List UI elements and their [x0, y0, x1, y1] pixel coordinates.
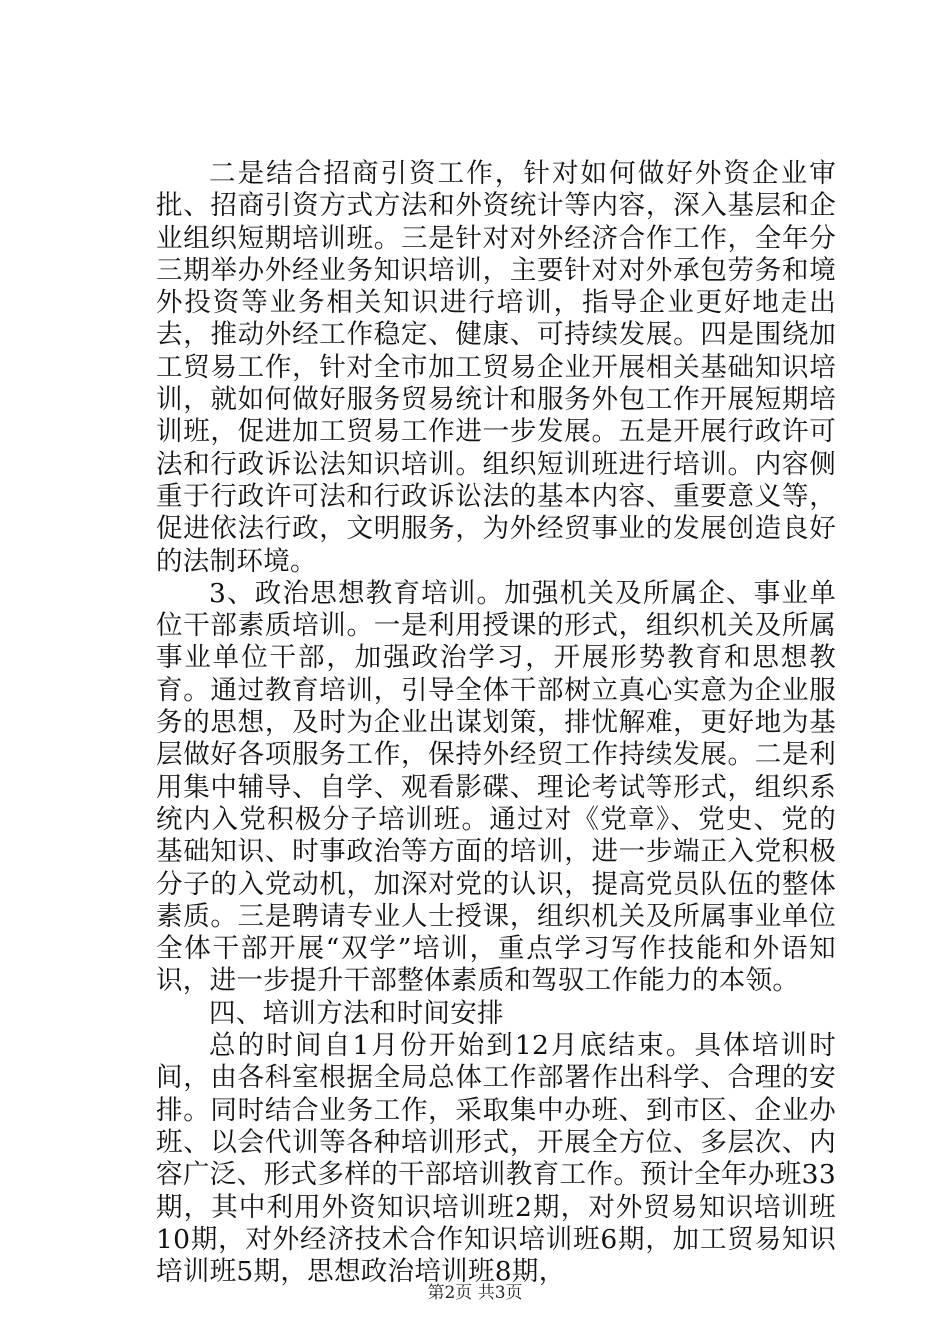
paragraph-political-education: 3、政治思想教育培训。加强机关及所属企、事业单位干部素质培训。一是利用授课的形式，组织机关及所属事业单位干部，加强政治学习，开展形势教育和思想教育。通过教育培训，引导全体干部树立真心实意为企业服务的思想，及时为企业出谋划策，排忧解难，更好地为基层做好各项服务工作，保持外经贸工作持续发展。二是利用集中辅导、自学、观看影碟、理论考试等形式，组织系统内入党积极分子培训班。通过对《党章》、党史、党的基础知识、时事政治等方面的培训，进一步端正入党积极分子的入党动机，加深对党的认识，提高党员队伍的整体素质。三是聘请专业人士授课，组织机关及所属事业单位全体干部开展“双学”培训，重点学习写作技能和外语知识，进一步提升干部整体素质和驾驭工作能力的本领。 [156, 577, 836, 997]
paragraph-schedule: 总的时间自1月份开始到12月底结束。具体培训时间，由各科室根据全局总体工作部署作出科学、合理的安排。同时结合业务工作，采取集中办班、到市区、企业办班、以会代训等各种培训形式，开展全方位、多层次、内容广泛、形式多样的干部培训教育工作。预计全年办班33期，其中利用外资知识培训班2期，对外贸易知识培训班10期，对外经济技术合作知识培训班6期，加工贸易知识培训班5期，思想政治培训班8期， [156, 1030, 836, 1288]
document-body [156, 158, 836, 1288]
paragraph-training-items: 二是结合招商引资工作，针对如何做好外资企业审批、招商引资方式方法和外资统计等内容，深入基层和企业组织短期培训班。三是针对对外经济合作工作，全年分三期举办外经业务知识培训，主要针对对外承包劳务和境外投资等业务相关知识进行培训，指导企业更好地走出去，推动外经工作稳定、健康、可持续发展。四是围绕加工贸易工作，针对全市加工贸易企业开展相关基础知识培训，就如何做好服务贸易统计和服务外包工作开展短期培训班，促进加工贸易工作进一步发展。五是开展行政许可法和行政诉讼法知识培训。组织短训班进行培训。内容侧重于行政许可法和行政诉讼法的基本内容、重要意义等，促进依法行政，文明服务，为外经贸事业的发展创造良好的法制环境。 [156, 158, 836, 577]
section-heading-methods-schedule: 四、培训方法和时间安排 [209, 997, 504, 1029]
page-number-footer: 第2页 共3页 [427, 1283, 523, 1303]
